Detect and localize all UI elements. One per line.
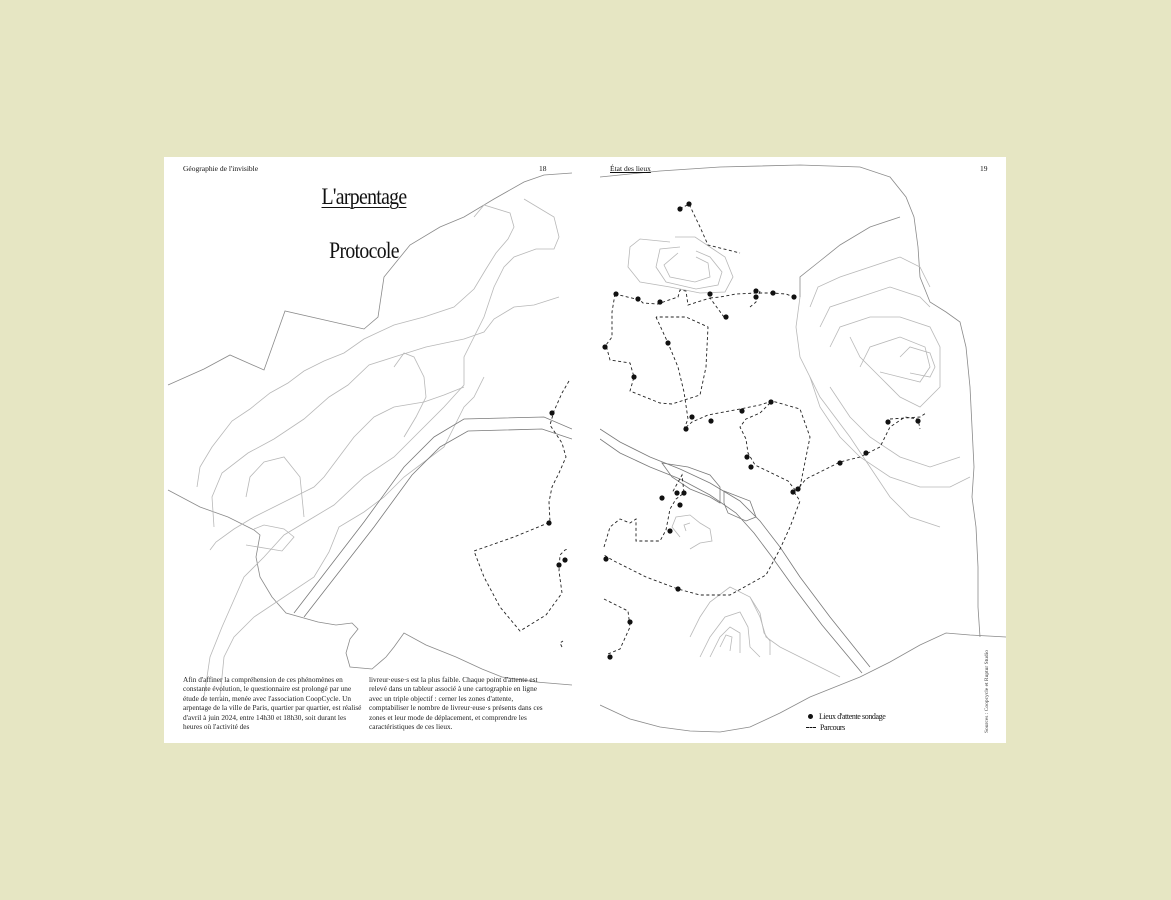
left-page (164, 157, 572, 743)
map-right (600, 157, 1006, 743)
section-title: Protocole (329, 238, 399, 263)
source-credit: Sources : Coopcycle et Ruptur Studio (984, 650, 990, 733)
folio-right: 19 (980, 164, 988, 173)
map-legend (806, 711, 885, 733)
page-title: L'arpentage (321, 184, 407, 209)
legend-label: Lieux d'attente sondage (819, 712, 886, 721)
right-page (600, 157, 1006, 743)
folio-left: 18 (539, 164, 547, 173)
legend-label: Parcours (820, 723, 845, 732)
body-text-column-2: livreur·euse·s est la plus faible. Chaque point d'attente est relevé dans un tableur associé à une cartographie en ligne avec un triple objectif : cerner les zones d'attente, comptabiliser le nombre de livreur·euse·s présents dans ces zones et leur mode de déplacement, et comprendre les caractéristiques de ces lieux. (369, 675, 543, 732)
running-head-left: Géographie de l'invisible (183, 164, 259, 173)
book-spread (164, 157, 1006, 743)
dot-icon (808, 714, 813, 719)
legend-item-routes (806, 722, 885, 733)
legend-item-waiting-spots (806, 711, 885, 722)
dashed-line-icon (806, 727, 816, 728)
running-head-right: État des lieux (610, 164, 651, 173)
body-text-column-1: Afin d'affiner la compréhension de ces phénomènes en constante évolution, le questionnaire est prolongé par une étude de terrain, menée avec l'association CoopCycle. Un arpentage de la ville de Paris, quartier par quartier, est réalisé d'avril à juin 2024, entre 14h30 et 18h30, soit durant les heures où l'activité des (183, 675, 362, 732)
